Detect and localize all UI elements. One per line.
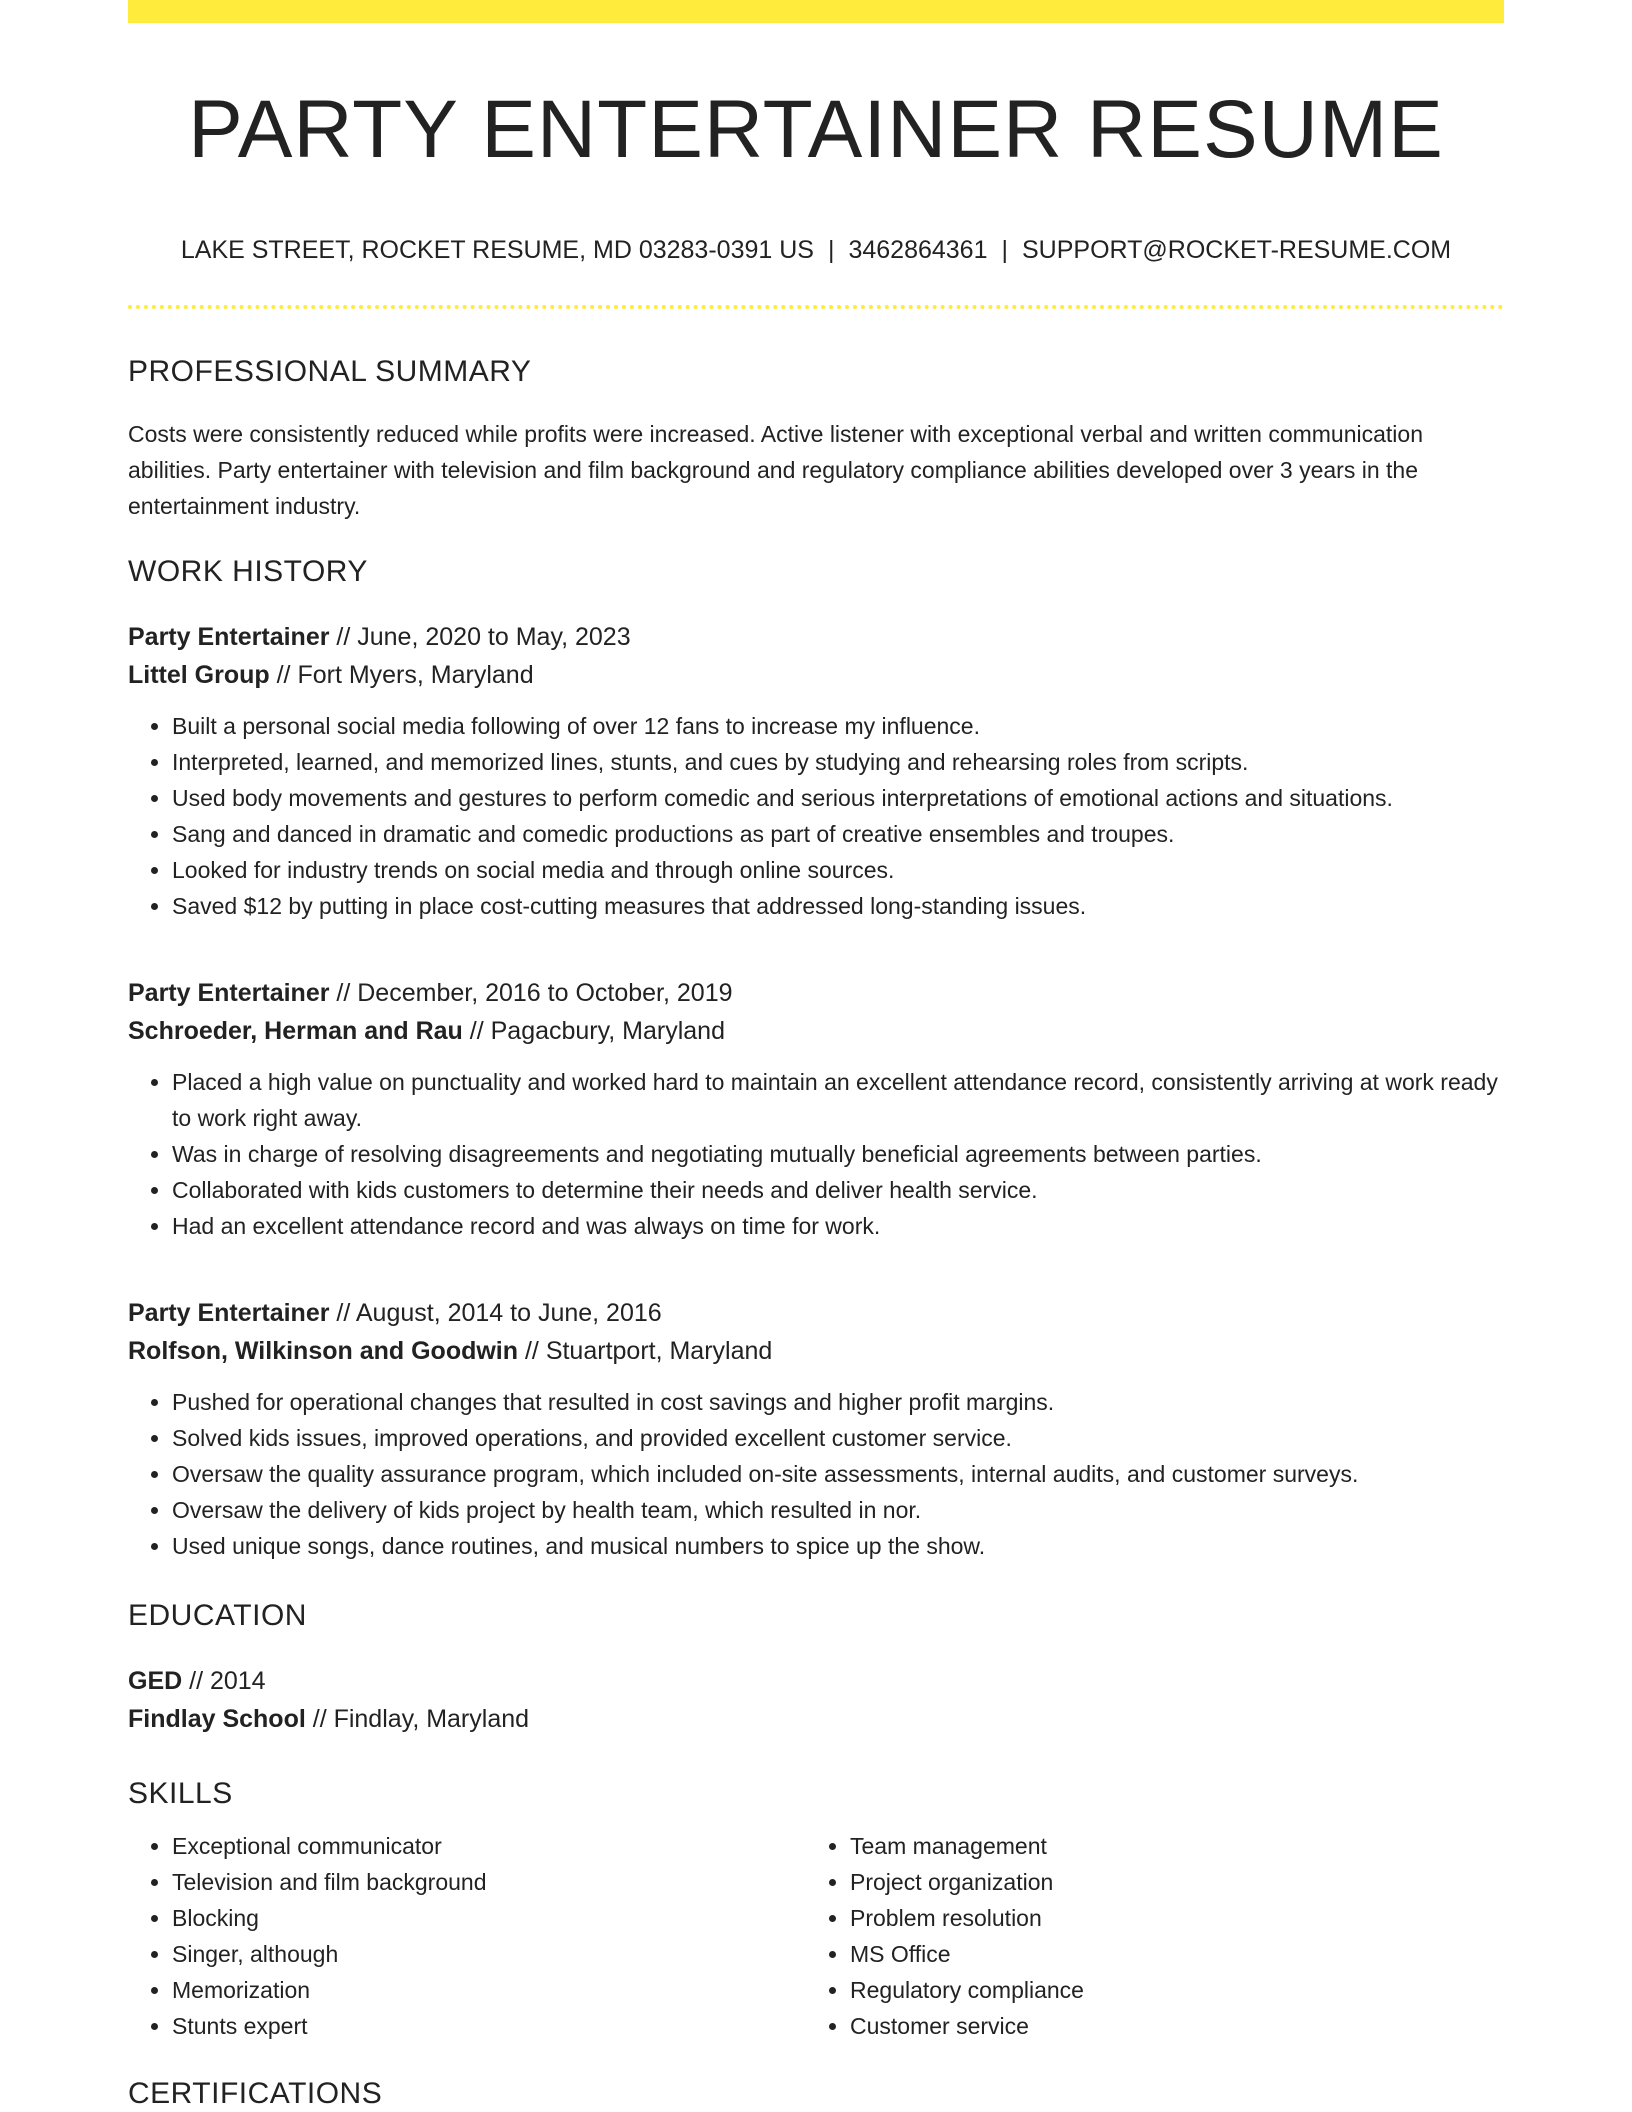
dotted-divider [128,305,1504,309]
education-entry [128,1662,1504,1738]
job-title-line [128,974,1504,1012]
job-entry [128,1294,1504,1564]
job-duty: • Interpreted, learned, and memorized lines, stunts, and cues by studying and rehearsing roles from scripts. [172,744,1504,780]
job-company-line [128,1332,1504,1370]
job-duty: • Used body movements and gestures to perform comedic and serious interpretations of emotional actions and situations. [172,780,1504,816]
contact-phone: 3462864361 [848,236,988,265]
skill-item: • Television and film background [172,1864,806,1900]
job-title-line [128,1294,1504,1332]
job-duty: • Looked for industry trends on social media and through online sources. [172,852,1504,888]
job-entry [128,618,1504,924]
job-duties-list [128,1064,1504,1244]
job-duty: • Oversaw the quality assurance program, which included on-site assessments, internal audits, and customer surveys. [172,1456,1504,1492]
job-dates: // August, 2014 to June, 2016 [329,1299,662,1328]
job-duty: • Collaborated with kids customers to determine their needs and deliver health service. [172,1172,1504,1208]
job-dates: // June, 2020 to May, 2023 [329,623,631,652]
job-duty: • Had an excellent attendance record and was always on time for work. [172,1208,1504,1244]
resume-content [128,0,1504,2112]
skill-item: • Customer service [850,2008,1484,2044]
skill-item: • MS Office [850,1936,1484,1972]
skill-item: • Blocking [172,1900,806,1936]
contact-address: LAKE STREET, ROCKET RESUME, MD 03283-0391 US [180,236,814,265]
job-duty: • Oversaw the delivery of kids project by health team, which resulted in nor. [172,1492,1504,1528]
education-location: // Findlay, Maryland [305,1705,530,1734]
job-role: Party Entertainer [128,1299,330,1328]
education-year: // 2014 [182,1667,266,1696]
job-entry [128,974,1504,1244]
skill-item: • Stunts expert [172,2008,806,2044]
job-location: // Pagacbury, Maryland [462,1017,725,1046]
section-title-education: EDUCATION [128,1599,307,1633]
job-company-line [128,656,1504,694]
skills-list-right [806,1828,1484,2044]
job-duty: • Pushed for operational changes that resulted in cost savings and higher profit margins. [172,1384,1504,1420]
job-role: Party Entertainer [128,979,330,1008]
education-school: Findlay School [128,1705,306,1734]
accent-top-bar [128,0,1504,23]
section-title-skills: SKILLS [128,1777,233,1811]
job-duty: • Saved $12 by putting in place cost-cutting measures that addressed long-standing issues. [172,888,1504,924]
skill-item: • Exceptional communicator [172,1828,806,1864]
job-duty: • Solved kids issues, improved operations, and provided excellent customer service. [172,1420,1504,1456]
job-duty: • Used unique songs, dance routines, and musical numbers to spice up the show. [172,1528,1504,1564]
section-title-work-history: WORK HISTORY [128,555,368,589]
skill-item: • Problem resolution [850,1900,1484,1936]
job-location: // Stuartport, Maryland [518,1337,773,1366]
job-duty: • Built a personal social media following of over 12 fans to increase my influence. [172,708,1504,744]
section-title-certifications: CERTIFICATIONS [128,2077,383,2111]
skill-item: • Singer, although [172,1936,806,1972]
education-degree-line [128,1662,1504,1700]
contact-email: SUPPORT@ROCKET-RESUME.COM [1022,236,1452,265]
job-company-line [128,1012,1504,1050]
contact-separator: | [827,236,835,265]
skill-item: • Project organization [850,1864,1484,1900]
summary-text: Costs were consistently reduced while profits were increased. Active listener with exceptional verbal and written communication abilities. Party entertainer with television and film background and regulatory compliance abilities developed over 3 years in the entertainment industry. [128,421,1423,520]
job-duties-list [128,1384,1504,1564]
education-degree: GED [128,1667,183,1696]
education-school-line [128,1700,1504,1738]
resume-title: PARTY ENTERTAINER RESUME [188,84,1444,175]
job-location: // Fort Myers, Maryland [269,661,534,690]
skills-columns [128,1828,1504,2044]
job-dates: // December, 2016 to October, 2019 [329,979,733,1008]
job-duty: • Placed a high value on punctuality and worked hard to maintain an excellent attendance record, consistently arriving at work ready to work right away. [172,1064,1504,1136]
job-title-line [128,618,1504,656]
skill-item: • Team management [850,1828,1484,1864]
skill-item: • Memorization [172,1972,806,2008]
job-duty: • Was in charge of resolving disagreements and negotiating mutually beneficial agreements between parties. [172,1136,1504,1172]
job-company: Littel Group [128,661,270,690]
contact-line [128,235,1504,265]
job-role: Party Entertainer [128,623,330,652]
contact-separator: | [1001,236,1008,265]
job-company: Rolfson, Wilkinson and Goodwin [128,1337,519,1366]
section-title-summary: PROFESSIONAL SUMMARY [128,355,532,389]
job-duty: • Sang and danced in dramatic and comedic productions as part of creative ensembles and troupes. [172,816,1504,852]
skills-list-left [128,1828,806,2044]
job-company: Schroeder, Herman and Rau [128,1017,463,1046]
job-duties-list [128,708,1504,924]
skill-item: • Regulatory compliance [850,1972,1484,2008]
